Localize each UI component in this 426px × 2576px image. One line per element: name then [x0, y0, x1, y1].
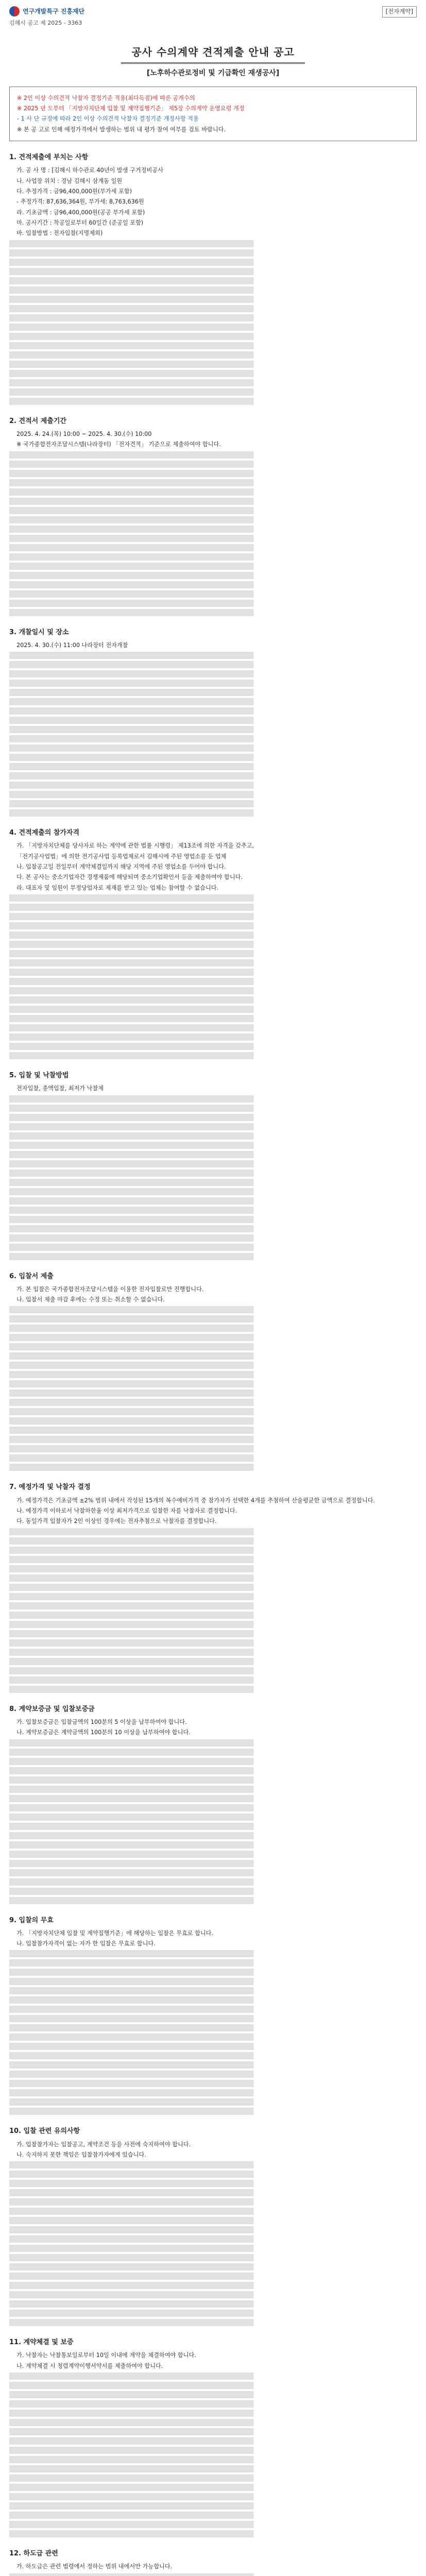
text-line-placeholder: [9, 1464, 417, 1471]
text-line-placeholder: [9, 2372, 417, 2380]
text-line-placeholder: [9, 1602, 417, 1609]
text-line-placeholder: [9, 987, 417, 994]
text-line-placeholder: [9, 470, 417, 477]
brand-text: 연구개발특구 진흥재단: [23, 7, 85, 15]
text-line-placeholder: [9, 2052, 417, 2059]
text-line-placeholder: [9, 553, 417, 561]
text-line-placeholder: [9, 1639, 417, 1647]
text-line-placeholder: [9, 600, 417, 607]
text-line-placeholder: [9, 498, 417, 505]
text-line-placeholder: [9, 1767, 417, 1774]
text-line-placeholder: [9, 1408, 417, 1415]
section-title: 12. 하도급 관련: [9, 2550, 58, 2558]
text-line-placeholder: [9, 1188, 417, 1195]
text-line-placeholder: [9, 249, 417, 257]
text-line-placeholder: [9, 2391, 417, 2398]
text-line-placeholder: [9, 1574, 417, 1582]
text-line-placeholder: [9, 1253, 417, 1260]
text-line-placeholder: [9, 2089, 417, 2096]
text-line-placeholder: [9, 1006, 417, 1013]
text-line-placeholder: [9, 1786, 417, 1793]
text-line-placeholder: [9, 744, 417, 752]
text-line-placeholder: [9, 1197, 417, 1205]
text-line-placeholder: [9, 398, 417, 405]
notice-number: 김해시 공고 제 2025 - 3363: [9, 20, 82, 26]
section-item: 나. 입찰참가자격이 없는 자가 한 입찰은 무효로 합니다.: [16, 1940, 156, 1947]
text-line-placeholder: [9, 1878, 417, 1886]
section-item: 다. 추정가격 : 금96,400,000원(부가세 포함): [16, 188, 132, 195]
section-item: 다. 본 공사는 중소기업자간 경쟁제품에 해당되며 중소기업확인서 등을 제출하여야 합니다.: [16, 874, 243, 881]
text-line-placeholder: [9, 2217, 417, 2224]
text-line-placeholder: [9, 370, 417, 377]
text-line-placeholder: [9, 2319, 417, 2326]
text-line-placeholder: [9, 1888, 417, 1895]
section-item: 가. 공 사 명 : [김해시 하수관로 40년이 발생 구거정비공사: [16, 167, 163, 174]
intro-line: ※ 2025 년 도부터 「지방자치단체 입찰 및 계약집행기준」 제5장 수의계약 운영요령 개정: [17, 105, 245, 112]
text-line-placeholder: [9, 969, 417, 976]
text-line-placeholder: [9, 535, 417, 542]
intro-box: [9, 87, 417, 141]
text-line-placeholder: [9, 1547, 417, 1554]
section-item: 가. 입찰보증금은 입찰금액의 100분의 5 이상을 납부하여야 합니다.: [16, 1718, 187, 1725]
text-line-placeholder: [9, 782, 417, 789]
text-line-placeholder: [9, 1454, 417, 1462]
text-line-placeholder: [9, 2573, 417, 2576]
text-line-placeholder: [9, 2447, 417, 2454]
text-line-placeholder: [9, 1556, 417, 1563]
section-item: 마. 공사기간 : 착공일로부터 60일간 (준공일 포함): [16, 219, 144, 227]
text-line-placeholder: [9, 1024, 417, 1031]
text-line-placeholder: [9, 2245, 417, 2252]
text-line-placeholder: [9, 379, 417, 386]
text-line-placeholder: [9, 581, 417, 588]
text-line-placeholder: [9, 2530, 417, 2537]
section-title: 3. 개찰일시 및 장소: [9, 628, 69, 636]
section-title: 11. 계약체결 및 보증: [9, 2338, 74, 2347]
text-line-placeholder: [9, 698, 417, 705]
text-line-placeholder: [9, 809, 417, 817]
text-line-placeholder: [9, 2235, 417, 2243]
intro-line: - 1 사 단 규정에 따라 2인 이상 수의견적 낙찰자 결정기준 개정사항 적용: [17, 115, 199, 123]
text-line-placeholder: [9, 488, 417, 496]
text-line-placeholder: [9, 1869, 417, 1876]
section-item: 나. 숙지하지 못한 책임은 입찰참가자에게 있습니다.: [16, 2151, 146, 2158]
text-line-placeholder: [9, 1584, 417, 1591]
text-line-placeholder: [9, 1897, 417, 1904]
section-item: 바. 입찰방법 : 전자입찰(지명제외): [16, 230, 103, 237]
text-line-placeholder: [9, 1776, 417, 1784]
text-line-placeholder: [9, 2198, 417, 2206]
text-line-placeholder: [9, 2015, 417, 2022]
page-subtitle: [노후하수관로정비 및 기급확인 재생공사]: [146, 69, 280, 77]
text-line-placeholder: [9, 1686, 417, 1693]
title-block: [9, 44, 417, 79]
text-line-placeholder: [9, 1528, 417, 1535]
text-line-placeholder: [9, 904, 417, 911]
text-line-placeholder: [9, 1565, 417, 1572]
text-line-placeholder: [9, 572, 417, 579]
text-line-placeholder: [9, 1343, 417, 1350]
text-line-placeholder: [9, 894, 417, 902]
section-item: - 추정가격: 87,636,364원, 부가세: 8,763,636원: [16, 198, 144, 206]
text-line-placeholder: [9, 2400, 417, 2408]
text-line-placeholder: [9, 2493, 417, 2500]
text-line-placeholder: [9, 2273, 417, 2280]
text-line-placeholder: [9, 2310, 417, 2317]
text-line-placeholder: [9, 1676, 417, 1684]
page-title: 공사 수의계약 견적제출 안내 공고: [121, 44, 304, 64]
text-line-placeholder: [9, 563, 417, 570]
text-line-placeholder: [9, 1537, 417, 1545]
text-line-placeholder: [9, 1804, 417, 1811]
text-line-placeholder: [9, 996, 417, 1004]
text-line-placeholder: [9, 1095, 417, 1103]
text-line-placeholder: [9, 726, 417, 733]
section-item: 가. 본 입찰은 국가종합전자조달시스템을 이용한 전자입찰로만 진행합니다.: [16, 1285, 204, 1293]
text-line-placeholder: [9, 2456, 417, 2463]
text-line-placeholder: [9, 461, 417, 468]
text-line-placeholder: [9, 1389, 417, 1397]
text-line-placeholder: [9, 2410, 417, 2417]
text-line-placeholder: [9, 1950, 417, 1957]
text-line-placeholder: [9, 1142, 417, 1149]
text-line-placeholder: [9, 1123, 417, 1130]
text-line-placeholder: [9, 1795, 417, 1802]
text-line-placeholder: [9, 240, 417, 247]
text-line-placeholder: [9, 922, 417, 929]
section-item: 가. 예정가격은 기초금액 ±2% 범위 내에서 작성된 15개의 복수예비가격 중 참가자가 선택한 4개를 추첨하여 산술평균한 금액으로 결정합니다.: [16, 1497, 376, 1504]
text-line-placeholder: [9, 305, 417, 312]
text-line-placeholder: [9, 1758, 417, 1765]
text-line-placeholder: [9, 1667, 417, 1674]
text-line-placeholder: [9, 1649, 417, 1656]
text-line-placeholder: [9, 1362, 417, 1369]
text-line-placeholder: [9, 507, 417, 514]
intro-line: ※ 본 공 고로 인해 예정가격에서 발생하는 범위 내 평가 참여 여부를 검토 바랍니다.: [17, 126, 226, 133]
text-line-placeholder: [9, 1851, 417, 1858]
text-line-placeholder: [9, 2161, 417, 2168]
section-title: 9. 입찰의 무효: [9, 1916, 54, 1924]
text-line-placeholder: [9, 680, 417, 687]
text-line-placeholder: [9, 1315, 417, 1323]
section-item: 가. 「지방자치단체를 당사자로 하는 계약에 관한 법률 시행령」 제13조에 의한 자격을 갖추고,: [16, 842, 254, 850]
text-line-placeholder: [9, 2043, 417, 2050]
text-line-placeholder: [9, 1436, 417, 1443]
text-line-placeholder: [9, 1225, 417, 1232]
text-line-placeholder: [9, 277, 417, 284]
text-line-placeholder: [9, 1978, 417, 1985]
text-line-placeholder: [9, 451, 417, 459]
text-line-placeholder: [9, 2465, 417, 2472]
text-line-placeholder: [9, 590, 417, 598]
text-line-placeholder: [9, 1179, 417, 1186]
text-line-placeholder: [9, 1860, 417, 1867]
section-item: 나. 계약체결 시 청렴계약이행서약서를 제출하여야 합니다.: [16, 2362, 163, 2369]
text-line-placeholder: [9, 2061, 417, 2069]
text-line-placeholder: [9, 1216, 417, 1223]
category-badge: [전자계약]: [382, 6, 417, 18]
text-line-placeholder: [9, 1015, 417, 1022]
text-line-placeholder: [9, 652, 417, 659]
text-line-placeholder: [9, 2300, 417, 2308]
text-line-placeholder: [9, 388, 417, 396]
text-line-placeholder: [9, 978, 417, 985]
section-item: 나. 입찰서 제출 마감 후에는 수정 또는 취소할 수 없습니다.: [16, 1296, 165, 1303]
text-line-placeholder: [9, 791, 417, 798]
text-line-placeholder: [9, 1334, 417, 1341]
section-item: 가. 하도급은 관련 법령에서 정하는 범위 내에서만 가능합니다.: [16, 2563, 173, 2570]
text-line-placeholder: [9, 2512, 417, 2519]
text-line-placeholder: [9, 763, 417, 770]
section-title: 5. 입찰 및 낙찰방법: [9, 1072, 69, 1080]
text-line-placeholder: [9, 941, 417, 948]
section-title: 7. 예정가격 및 낙찰자 결정: [9, 1483, 91, 1492]
text-line-placeholder: [9, 800, 417, 807]
text-line-placeholder: [9, 268, 417, 275]
logo-icon: [9, 6, 20, 16]
text-line-placeholder: [9, 2208, 417, 2215]
text-line-placeholder: [9, 1234, 417, 1242]
text-line-placeholder: [9, 544, 417, 551]
section-item: 가. 「지방자치단체 입찰 및 계약집행기준」에 해당하는 입찰은 무효로 합니다.: [16, 1929, 214, 1937]
text-line-placeholder: [9, 1969, 417, 1976]
text-line-placeholder: [9, 2484, 417, 2491]
text-line-placeholder: [9, 931, 417, 939]
text-line-placeholder: [9, 689, 417, 696]
text-line-placeholder: [9, 1814, 417, 1821]
text-line-placeholder: [9, 2108, 417, 2115]
section-item: 나. 예정가격 이하로서 낙찰하한율 이상 최저가격으로 입찰한 자를 낙찰자로 결정합니다.: [16, 1507, 237, 1514]
text-line-placeholder: [9, 1399, 417, 1406]
section-item: 「전기공사업법」에 의한 전기공사업 등록업체로서 김해시에 주된 영업소를 둔 업체: [16, 853, 227, 860]
text-line-placeholder: [9, 2263, 417, 2270]
text-line-placeholder: [9, 2171, 417, 2178]
text-line-placeholder: [9, 2428, 417, 2435]
text-line-placeholder: [9, 2382, 417, 2389]
text-line-placeholder: [9, 2226, 417, 2233]
text-line-placeholder: [9, 1630, 417, 1637]
text-line-placeholder: [9, 1841, 417, 1849]
text-line-placeholder: [9, 1371, 417, 1378]
text-line-placeholder: [9, 1160, 417, 1167]
section-title: 1. 견적제출에 부치는 사항: [9, 154, 89, 162]
text-line-placeholder: [9, 1207, 417, 1214]
text-line-placeholder: [9, 296, 417, 303]
text-line-placeholder: [9, 754, 417, 761]
text-line-placeholder: [9, 609, 417, 616]
text-line-placeholder: [9, 1658, 417, 1665]
text-line-placeholder: [9, 1832, 417, 1839]
text-line-placeholder: [9, 1052, 417, 1059]
text-line-placeholder: [9, 1306, 417, 1313]
text-line-placeholder: [9, 1114, 417, 1121]
text-line-placeholder: [9, 333, 417, 340]
text-line-placeholder: [9, 2071, 417, 2078]
text-line-placeholder: [9, 1325, 417, 1332]
text-line-placeholder: [9, 1445, 417, 1452]
text-line-placeholder: [9, 2475, 417, 2482]
text-line-placeholder: [9, 2419, 417, 2426]
text-line-placeholder: [9, 2080, 417, 2087]
text-line-placeholder: [9, 670, 417, 677]
text-line-placeholder: [9, 314, 417, 321]
section-item: 전자입찰, 총액입찰, 최저가 낙찰제: [16, 1085, 104, 1092]
text-line-placeholder: [9, 707, 417, 715]
text-line-placeholder: [9, 1105, 417, 1112]
section-item: ※ 국가종합전자조달시스템(나라장터) 「전자견적」 기준으로 제출하여야 합니다.: [16, 441, 221, 448]
text-line-placeholder: [9, 2437, 417, 2445]
text-line-placeholder: [9, 1132, 417, 1140]
text-line-placeholder: [9, 2189, 417, 2196]
section-item: 2025. 4. 30.(수) 11:00 나라장터 전자개찰: [16, 641, 128, 649]
text-line-placeholder: [9, 1352, 417, 1360]
text-line-placeholder: [9, 2521, 417, 2528]
section-title: 2. 견적서 제출기간: [9, 417, 66, 425]
text-line-placeholder: [9, 2254, 417, 2261]
text-line-placeholder: [9, 772, 417, 779]
text-line-placeholder: [9, 516, 417, 523]
text-line-placeholder: [9, 913, 417, 920]
brand: [9, 6, 84, 16]
intro-line: ※ 2인 이상 수의견적 낙찰자 결정기준 적용(최다득점)에 따른 공개수의: [17, 94, 195, 101]
text-line-placeholder: [9, 1959, 417, 1967]
section-item: 2025. 4. 24.(목) 10:00 ~ 2025. 4. 30.(수) 10:00: [16, 430, 152, 437]
text-line-placeholder: [9, 2098, 417, 2106]
text-line-placeholder: [9, 1244, 417, 1251]
section-title: 10. 입찰 관련 유의사항: [9, 2127, 80, 2136]
text-line-placeholder: [9, 2006, 417, 2013]
text-line-placeholder: [9, 2024, 417, 2031]
text-line-placeholder: [9, 2282, 417, 2289]
text-line-placeholder: [9, 526, 417, 533]
text-line-placeholder: [9, 950, 417, 957]
section-item: 라. 대표자 및 임원이 부정당업자로 제재를 받고 있는 업체는 참여할 수 없습니다.: [16, 884, 219, 891]
text-line-placeholder: [9, 735, 417, 742]
text-line-placeholder: [9, 1043, 417, 1050]
section-title: 4. 견적제출의 참가자격: [9, 829, 80, 837]
text-line-placeholder: [9, 286, 417, 294]
text-line-placeholder: [9, 2502, 417, 2510]
text-line-placeholder: [9, 1380, 417, 1387]
section-title: 6. 입찰서 제출: [9, 1272, 54, 1280]
text-line-placeholder: [9, 959, 417, 967]
section-title: 8. 계약보증금 및 입찰보증금: [9, 1705, 95, 1713]
section-item: 다. 동일가격 입찰자가 2인 이상인 경우에는 전자추첨으로 낙찰자를 결정합니다.: [16, 1518, 217, 1525]
text-line-placeholder: [9, 259, 417, 266]
text-line-placeholder: [9, 361, 417, 368]
text-line-placeholder: [9, 661, 417, 668]
text-line-placeholder: [9, 342, 417, 349]
section-item: 나. 사업장 위치 : 경남 김해시 삼계동 일원: [16, 177, 123, 184]
text-line-placeholder: [9, 2291, 417, 2298]
text-line-placeholder: [9, 1987, 417, 1994]
text-line-placeholder: [9, 351, 417, 359]
text-line-placeholder: [9, 1739, 417, 1747]
section-item: 가. 낙찰자는 낙찰통보일로부터 10일 이내에 계약을 체결하여야 합니다.: [16, 2352, 196, 2359]
text-line-placeholder: [9, 1593, 417, 1600]
text-line-placeholder: [9, 1823, 417, 1830]
section-item: 가. 입찰참가자는 입찰공고, 계약조건 등을 사전에 숙지하여야 합니다.: [16, 2141, 191, 2148]
section-item: 라. 기초금액 : 금96,400,000원(공공 부가세 포함): [16, 209, 145, 216]
text-line-placeholder: [9, 1996, 417, 2004]
text-line-placeholder: [9, 1033, 417, 1041]
section-item: 나. 계약보증금은 계약금액의 100분의 10 이상을 납부하여야 합니다.: [16, 1729, 191, 1736]
text-line-placeholder: [9, 717, 417, 724]
text-line-placeholder: [9, 324, 417, 331]
text-line-placeholder: [9, 1749, 417, 1756]
text-line-placeholder: [9, 2033, 417, 2041]
section-item: 나. 입찰공고일 전일부터 계약체결일까지 해당 지역에 주된 영업소를 두어야 합니다.: [16, 863, 226, 870]
text-line-placeholder: [9, 1151, 417, 1158]
document-header: [9, 6, 417, 34]
text-line-placeholder: [9, 1612, 417, 1619]
text-line-placeholder: [9, 1621, 417, 1628]
sections-container: [9, 152, 417, 2576]
text-line-placeholder: [9, 1427, 417, 1434]
text-line-placeholder: [9, 2180, 417, 2187]
text-line-placeholder: [9, 479, 417, 486]
text-line-placeholder: [9, 1170, 417, 1177]
text-line-placeholder: [9, 1417, 417, 1425]
